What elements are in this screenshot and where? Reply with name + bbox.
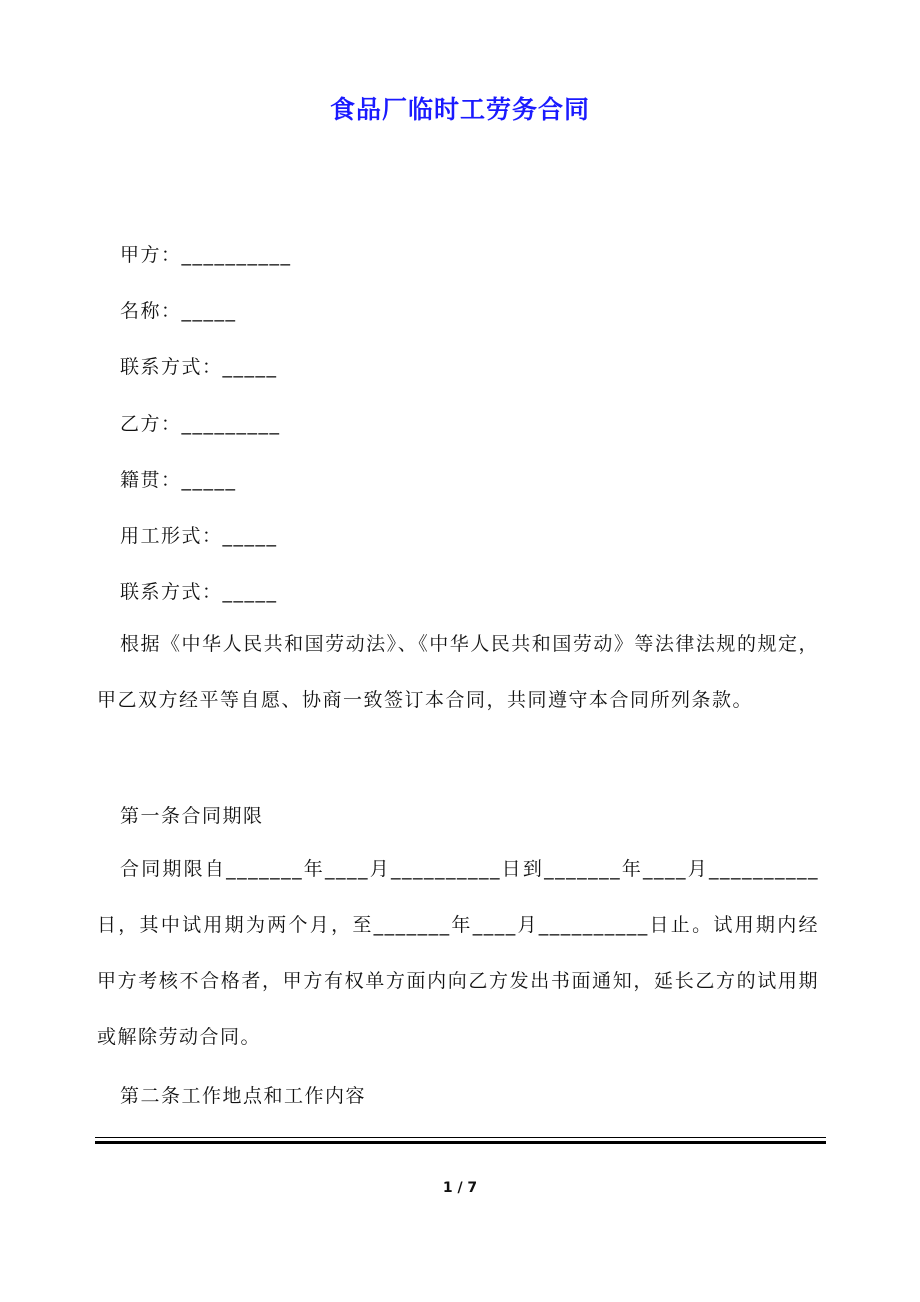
field-party-b: 乙方：_________: [120, 413, 281, 435]
field-contact-a: 联系方式：_____: [120, 356, 278, 378]
field-employment-form: 用工形式：_____: [120, 525, 278, 547]
footer-rule: [95, 1137, 826, 1144]
article-1-heading: 第一条合同期限: [120, 805, 264, 827]
intro-paragraph: 根据《中华人民共和国劳动法》、《中华人民共和国劳动》等法律法规的规定，甲乙双方经平等自愿、协商一致签订本合同，共同遵守本合同所列条款。: [97, 633, 819, 711]
field-party-a: 甲方：__________: [120, 244, 292, 266]
article-1-body: 合同期限自_______年____月__________日到_______年____月__________日，其中试用期为两个月，至_______年____月__________日止。试用期内经甲方考核不合格者，甲方有权单方面内向乙方发出书面通知，延长乙方的试用期或解除劳动合同。: [97, 858, 819, 1048]
article-2-heading: 第二条工作地点和工作内容: [120, 1085, 367, 1107]
field-name: 名称：_____: [120, 300, 237, 322]
field-native-place: 籍贯：_____: [120, 469, 237, 491]
document-title: 食品厂临时工劳务合同: [329, 95, 590, 124]
field-contact-b: 联系方式：_____: [120, 581, 278, 603]
page-number: 1 / 7: [442, 1180, 478, 1196]
